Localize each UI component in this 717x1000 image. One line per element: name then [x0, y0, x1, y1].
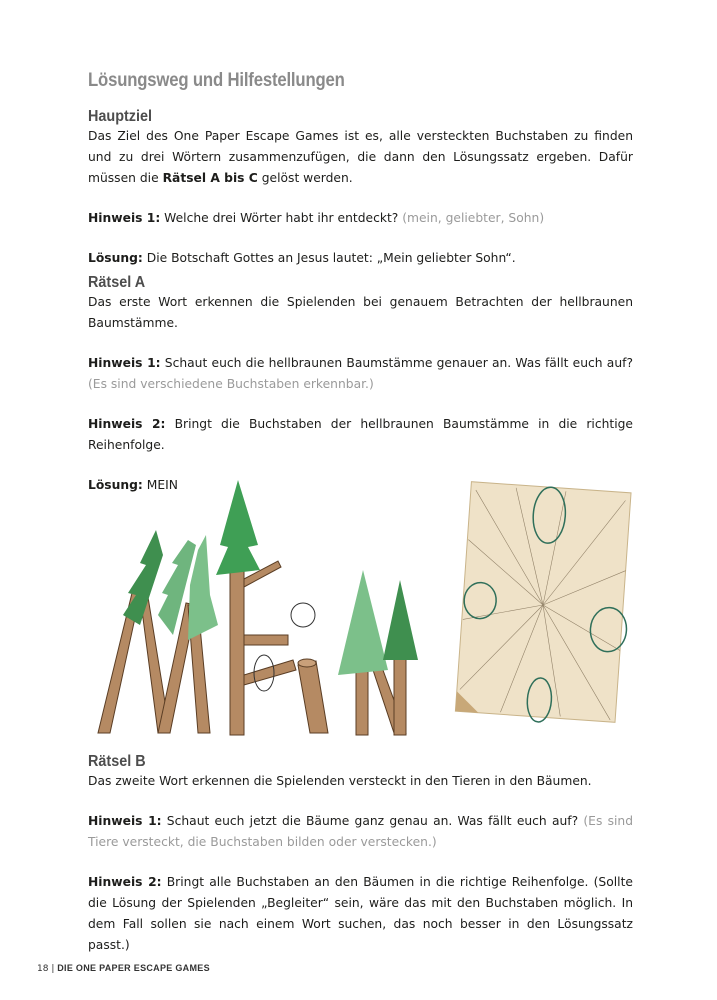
page-title: Lösungsweg und Hilfestellungen: [88, 70, 345, 91]
footer-title: DIE ONE PAPER ESCAPE GAMES: [57, 963, 210, 973]
raetsel-b-hint-1: Hinweis 1: Schaut euch jetzt die Bäume ganz genau an. Was fällt euch auf? (Es sind Tiere versteckt, die Buchstaben bilden oder verstecken.): [88, 814, 633, 849]
page-footer: 18 | DIE ONE PAPER ESCAPE GAMES: [37, 963, 210, 974]
letter-e-tree: [216, 480, 315, 735]
letter-n-trees: [338, 570, 418, 735]
raetsel-a-solution: Lösung: MEIN: [88, 478, 178, 492]
raetsel-a-text: Das erste Wort erkennen die Spielenden bei genauem Betrachten der hellbraunen Baumstämme.: [88, 295, 633, 330]
section-hauptziel: [88, 108, 633, 269]
heading-raetsel-a: Rätsel A: [88, 274, 146, 291]
letter-i-trunk: [298, 659, 328, 733]
letter-m-trees: [98, 530, 218, 733]
hauptziel-solution: Lösung: Die Botschaft Gottes an Jesus lautet: „Mein geliebter Sohn“.: [88, 251, 516, 265]
puzzle-sheet: [455, 482, 633, 728]
page-number: 18: [37, 964, 49, 974]
raetsel-b-hint-2: Hinweis 2: Bringt alle Buchstaben an den Bäumen in die richtige Reihenfolge. (Sollte die Lösung der Spielenden „Begleiter“ sein, wäre das mit den Buchstaben möglich. In dem Fall sollen sie nach einem Wort suchen, das noch besser in den Lösungssatz passt.): [88, 875, 633, 952]
raetsel-a-hint-2: Hinweis 2: Bringt die Buchstaben der hellbraunen Baumstämme in die richtige Reihenfolge.: [88, 417, 633, 452]
section-raetsel-b: [88, 753, 633, 956]
section-raetsel-a: [88, 274, 633, 496]
hauptziel-hint-1: Hinweis 1: Welche drei Wörter habt ihr entdeckt? (mein, geliebter, Sohn): [88, 211, 545, 225]
heading-raetsel-b: Rätsel B: [88, 753, 146, 770]
heading-hauptziel: Hauptziel: [88, 108, 153, 125]
raetsel-a-hint-1: Hinweis 1: Schaut euch die hellbraunen Baumstämme genauer an. Was fällt euch auf? (Es sind verschiedene Buchstaben erkennbar.): [88, 356, 633, 391]
mein-illustration: [88, 475, 633, 737]
hauptziel-text: Das Ziel des One Paper Escape Games ist es, alle versteckten Buchstaben zu finden und zu drei Wörtern zusammenzufügen, die dann den Lösungssatz ergeben. Dafür müssen die Rätsel A bis C gelöst werden.: [88, 129, 633, 185]
raetsel-b-text: Das zweite Wort erkennen die Spielenden versteckt in den Tieren in den Bäumen.: [88, 774, 592, 788]
tree-letters-image: [88, 475, 633, 737]
